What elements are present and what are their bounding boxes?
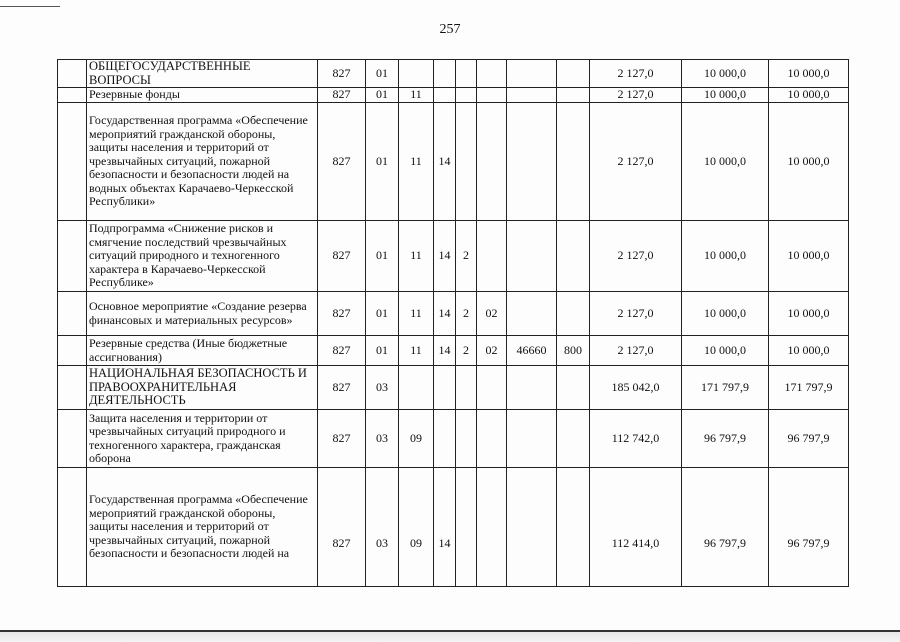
- amount-year1-cell: 2 127,0: [590, 292, 682, 336]
- program-code-cell: [434, 60, 456, 88]
- subsection-code-cell: [399, 366, 434, 410]
- subprogram-code-cell: [456, 468, 477, 587]
- amount-year1-cell: 2 127,0: [590, 60, 682, 88]
- expense-type-cell: [557, 468, 590, 587]
- program-code-cell: [434, 88, 456, 103]
- subprogram-code-cell: 2: [456, 336, 477, 366]
- program-code-cell: 14: [434, 468, 456, 587]
- subsection-code-cell: 11: [399, 336, 434, 366]
- expense-type-cell: [557, 88, 590, 103]
- expense-type-cell: [557, 60, 590, 88]
- budget-table: [57, 59, 849, 587]
- amount-year2-cell: 96 797,9: [682, 468, 769, 587]
- row-name-cell: Основное мероприятие «Создание резерва финансовых и материальных ресурсов»: [87, 292, 318, 336]
- section-code-cell: 01: [366, 336, 399, 366]
- amount-year1-cell: 2 127,0: [590, 88, 682, 103]
- blank-cell: [58, 336, 87, 366]
- section-code-cell: 01: [366, 60, 399, 88]
- program-code-cell: [434, 410, 456, 468]
- table-row: [58, 336, 849, 366]
- row-name-cell: НАЦИОНАЛЬНАЯ БЕЗОПАСНОСТЬ И ПРАВООХРАНИТЕЛЬНАЯ ДЕЯТЕЛЬНОСТЬ: [87, 366, 318, 410]
- direction-code-cell: [507, 88, 557, 103]
- expense-type-cell: [557, 103, 590, 221]
- table-row: [58, 103, 849, 221]
- subprogram-code-cell: [456, 88, 477, 103]
- ved-code-cell: 827: [318, 88, 366, 103]
- subprogram-code-cell: 2: [456, 221, 477, 292]
- amount-year1-cell: 112 742,0: [590, 410, 682, 468]
- amount-year1-cell: 185 042,0: [590, 366, 682, 410]
- row-name-cell: Резервные фонды: [87, 88, 318, 103]
- activity-code-cell: 02: [477, 292, 507, 336]
- ved-code-cell: 827: [318, 410, 366, 468]
- subsection-code-cell: [399, 60, 434, 88]
- ved-code-cell: 827: [318, 292, 366, 336]
- program-code-cell: 14: [434, 292, 456, 336]
- direction-code-cell: [507, 103, 557, 221]
- direction-code-cell: 46660: [507, 336, 557, 366]
- subsection-code-cell: 09: [399, 410, 434, 468]
- activity-code-cell: 02: [477, 336, 507, 366]
- program-code-cell: 14: [434, 103, 456, 221]
- blank-cell: [58, 292, 87, 336]
- subprogram-code-cell: [456, 410, 477, 468]
- amount-year3-cell: 10 000,0: [769, 292, 849, 336]
- expense-type-cell: [557, 292, 590, 336]
- subsection-code-cell: 11: [399, 103, 434, 221]
- page-number: 257: [439, 22, 461, 37]
- expense-type-cell: [557, 366, 590, 410]
- program-code-cell: [434, 366, 456, 410]
- activity-code-cell: [477, 366, 507, 410]
- activity-code-cell: [477, 221, 507, 292]
- expense-type-cell: [557, 221, 590, 292]
- activity-code-cell: [477, 410, 507, 468]
- table-row: [58, 410, 849, 468]
- subsection-code-cell: 11: [399, 221, 434, 292]
- activity-code-cell: [477, 468, 507, 587]
- budget-table-body: [58, 60, 849, 587]
- blank-cell: [58, 60, 87, 88]
- blank-cell: [58, 103, 87, 221]
- amount-year3-cell: 10 000,0: [769, 103, 849, 221]
- amount-year3-cell: 96 797,9: [769, 410, 849, 468]
- ved-code-cell: 827: [318, 60, 366, 88]
- direction-code-cell: [507, 60, 557, 88]
- amount-year2-cell: 10 000,0: [682, 60, 769, 88]
- ved-code-cell: 827: [318, 221, 366, 292]
- direction-code-cell: [507, 410, 557, 468]
- program-code-cell: 14: [434, 336, 456, 366]
- subprogram-code-cell: [456, 103, 477, 221]
- scan-edge-top: [0, 0, 60, 7]
- row-name-cell: Подпрограмма «Снижение рисков и смягчение последствий чрезвычайных ситуаций природного и техногенного характера в Карачаево-Черкесской Республике»: [87, 221, 318, 292]
- ved-code-cell: 827: [318, 366, 366, 410]
- amount-year2-cell: 10 000,0: [682, 88, 769, 103]
- subsection-code-cell: 11: [399, 88, 434, 103]
- amount-year1-cell: 112 414,0: [590, 468, 682, 587]
- section-code-cell: 01: [366, 88, 399, 103]
- direction-code-cell: [507, 221, 557, 292]
- table-row: [58, 366, 849, 410]
- subprogram-code-cell: [456, 366, 477, 410]
- expense-type-cell: 800: [557, 336, 590, 366]
- blank-cell: [58, 468, 87, 587]
- row-name-cell: Государственная программа «Обеспечение мероприятий гражданской обороны, защиты населения и территорий от чрезвычайных ситуаций, пожарной безопасности и безопасности людей на водных объектах Карачаево-Черкесской Республики»: [87, 103, 318, 221]
- amount-year2-cell: 10 000,0: [682, 221, 769, 292]
- direction-code-cell: [507, 468, 557, 587]
- amount-year3-cell: 10 000,0: [769, 221, 849, 292]
- direction-code-cell: [507, 292, 557, 336]
- activity-code-cell: [477, 60, 507, 88]
- row-name-cell: Защита населения и территории от чрезвычайных ситуаций природного и техногенного характера, гражданская оборона: [87, 410, 318, 468]
- subsection-code-cell: 11: [399, 292, 434, 336]
- amount-year3-cell: 171 797,9: [769, 366, 849, 410]
- scan-edge-bottom: [0, 630, 900, 642]
- table-row: [58, 60, 849, 88]
- blank-cell: [58, 366, 87, 410]
- subprogram-code-cell: [456, 60, 477, 88]
- section-code-cell: 03: [366, 410, 399, 468]
- activity-code-cell: [477, 103, 507, 221]
- section-code-cell: 01: [366, 221, 399, 292]
- row-name-cell: Государственная программа «Обеспечение мероприятий гражданской обороны, защиты населения и территорий от чрезвычайных ситуаций, пожарной безопасности и безопасности людей на: [87, 468, 318, 587]
- blank-cell: [58, 221, 87, 292]
- amount-year3-cell: 10 000,0: [769, 336, 849, 366]
- amount-year1-cell: 2 127,0: [590, 103, 682, 221]
- section-code-cell: 01: [366, 292, 399, 336]
- table-row: [58, 88, 849, 103]
- table-row: [58, 221, 849, 292]
- amount-year2-cell: 10 000,0: [682, 103, 769, 221]
- expense-type-cell: [557, 410, 590, 468]
- program-code-cell: 14: [434, 221, 456, 292]
- amount-year3-cell: 10 000,0: [769, 60, 849, 88]
- row-name-cell: ОБЩЕГОСУДАРСТВЕННЫЕ ВОПРОСЫ: [87, 60, 318, 88]
- blank-cell: [58, 88, 87, 103]
- activity-code-cell: [477, 88, 507, 103]
- blank-cell: [58, 410, 87, 468]
- amount-year1-cell: 2 127,0: [590, 221, 682, 292]
- ved-code-cell: 827: [318, 468, 366, 587]
- table-row: [58, 468, 849, 587]
- section-code-cell: 03: [366, 468, 399, 587]
- amount-year2-cell: 96 797,9: [682, 410, 769, 468]
- table-row: [58, 292, 849, 336]
- row-name-cell: Резервные средства (Иные бюджетные ассигнования): [87, 336, 318, 366]
- direction-code-cell: [507, 366, 557, 410]
- section-code-cell: 01: [366, 103, 399, 221]
- amount-year2-cell: 10 000,0: [682, 336, 769, 366]
- amount-year3-cell: 10 000,0: [769, 88, 849, 103]
- ved-code-cell: 827: [318, 103, 366, 221]
- section-code-cell: 03: [366, 366, 399, 410]
- subsection-code-cell: 09: [399, 468, 434, 587]
- subprogram-code-cell: 2: [456, 292, 477, 336]
- amount-year2-cell: 10 000,0: [682, 292, 769, 336]
- amount-year1-cell: 2 127,0: [590, 336, 682, 366]
- amount-year2-cell: 171 797,9: [682, 366, 769, 410]
- amount-year3-cell: 96 797,9: [769, 468, 849, 587]
- ved-code-cell: 827: [318, 336, 366, 366]
